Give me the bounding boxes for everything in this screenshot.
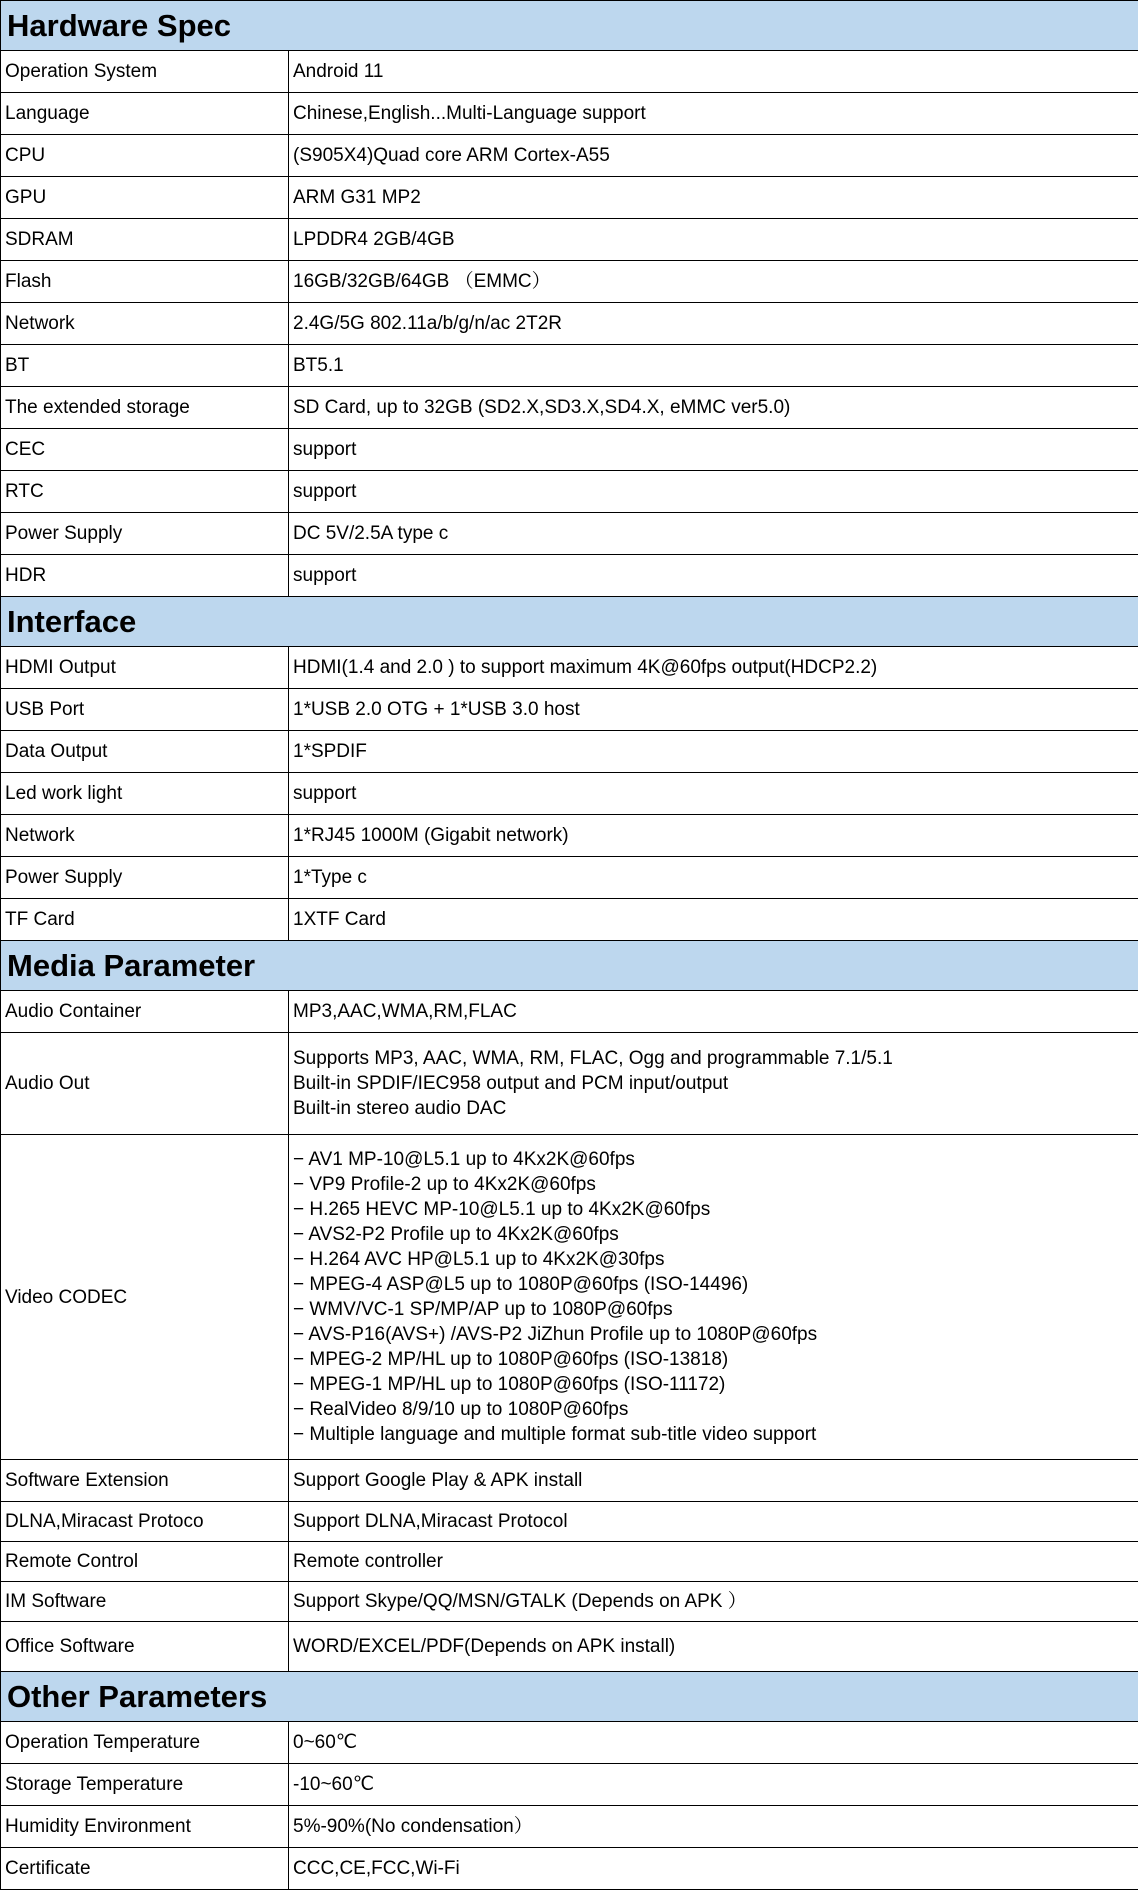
spec-label: HDR <box>1 555 289 597</box>
spec-value: − AV1 MP-10@L5.1 up to 4Kx2K@60fps − VP9 Profile-2 up to 4Kx2K@60fps − H.265 HEVC MP-10@L5.1 up to 4Kx2K@60fps − AVS2-P2 Profile up to 4Kx2K@60fps − H.264 AVC HP@L5.1 up to 4Kx2K@30fps − MPEG-4 ASP@L5 up to 1080P@60fps (ISO-14496) − WMV/VC-1 SP/MP/AP up to 1080P@60fps − AVS-P16(AVS+) /AVS-P2 JiZhun Profile up to 1080P@60fps − MPEG-2 MP/HL up to 1080P@60fps (ISO-13818) − MPEG-1 MP/HL up to 1080P@60fps (ISO-11172) − RealVideo 8/9/10 up to 1080P@60fps − Multiple language and multiple format sub-title video support <box>289 1135 1138 1460</box>
spec-label: The extended storage <box>1 387 289 429</box>
spec-label: Certificate <box>1 1848 289 1890</box>
spec-row <box>1 1502 1138 1542</box>
spec-value: Support DLNA,Miracast Protocol <box>289 1502 1138 1542</box>
spec-row <box>1 471 1138 513</box>
spec-value: 16GB/32GB/64GB （EMMC） <box>289 261 1138 303</box>
spec-label: Flash <box>1 261 289 303</box>
spec-row <box>1 135 1138 177</box>
spec-label: USB Port <box>1 689 289 731</box>
spec-label: Led work light <box>1 773 289 815</box>
spec-label: Audio Container <box>1 991 289 1033</box>
spec-label: Data Output <box>1 731 289 773</box>
spec-row <box>1 899 1138 941</box>
spec-label: BT <box>1 345 289 387</box>
spec-label: Power Supply <box>1 513 289 555</box>
spec-value: 1*Type c <box>289 857 1138 899</box>
spec-row <box>1 689 1138 731</box>
spec-row <box>1 555 1138 597</box>
spec-row <box>1 991 1138 1033</box>
section-title: Hardware Spec <box>1 1 1138 51</box>
spec-row <box>1 773 1138 815</box>
spec-row <box>1 261 1138 303</box>
spec-value: Android 11 <box>289 51 1138 93</box>
spec-value: ARM G31 MP2 <box>289 177 1138 219</box>
spec-label: Video CODEC <box>1 1135 289 1460</box>
spec-row <box>1 1460 1138 1502</box>
spec-label: Office Software <box>1 1622 289 1672</box>
spec-row <box>1 303 1138 345</box>
section-title: Interface <box>1 597 1138 647</box>
spec-value: Support Skype/QQ/MSN/GTALK (Depends on APK ） <box>289 1582 1138 1622</box>
spec-label: Network <box>1 815 289 857</box>
spec-label: Language <box>1 93 289 135</box>
spec-row <box>1 93 1138 135</box>
spec-row <box>1 1542 1138 1582</box>
spec-value: CCC,CE,FCC,Wi-Fi <box>289 1848 1138 1890</box>
section-title: Other Parameters <box>1 1672 1138 1722</box>
spec-label: SDRAM <box>1 219 289 261</box>
spec-value: 1*SPDIF <box>289 731 1138 773</box>
spec-value: 0~60℃ <box>289 1722 1138 1764</box>
spec-row <box>1 513 1138 555</box>
spec-row <box>1 1622 1138 1672</box>
spec-label: CEC <box>1 429 289 471</box>
spec-value: support <box>289 555 1138 597</box>
spec-label: Storage Temperature <box>1 1764 289 1806</box>
spec-label: Network <box>1 303 289 345</box>
spec-table-body <box>1 1 1138 1890</box>
spec-value: HDMI(1.4 and 2.0 ) to support maximum 4K@60fps output(HDCP2.2) <box>289 647 1138 689</box>
spec-label: Software Extension <box>1 1460 289 1502</box>
spec-label: Remote Control <box>1 1542 289 1582</box>
spec-value: 1*USB 2.0 OTG + 1*USB 3.0 host <box>289 689 1138 731</box>
spec-label: Operation Temperature <box>1 1722 289 1764</box>
spec-row <box>1 815 1138 857</box>
spec-row <box>1 177 1138 219</box>
spec-value: Supports MP3, AAC, WMA, RM, FLAC, Ogg and programmable 7.1/5.1 Built-in SPDIF/IEC958 output and PCM input/output Built-in stereo audio DAC <box>289 1033 1138 1135</box>
section-header <box>1 1 1138 51</box>
spec-row <box>1 429 1138 471</box>
spec-value: SD Card, up to 32GB (SD2.X,SD3.X,SD4.X, eMMC ver5.0) <box>289 387 1138 429</box>
spec-label: IM Software <box>1 1582 289 1622</box>
spec-row <box>1 1582 1138 1622</box>
spec-row <box>1 1848 1138 1890</box>
spec-label: HDMI Output <box>1 647 289 689</box>
spec-value: DC 5V/2.5A type c <box>289 513 1138 555</box>
spec-label: RTC <box>1 471 289 513</box>
spec-value: 1*RJ45 1000M (Gigabit network) <box>289 815 1138 857</box>
spec-label: GPU <box>1 177 289 219</box>
spec-row <box>1 731 1138 773</box>
spec-row <box>1 51 1138 93</box>
spec-row <box>1 345 1138 387</box>
spec-row <box>1 387 1138 429</box>
spec-label: Humidity Environment <box>1 1806 289 1848</box>
spec-row <box>1 1764 1138 1806</box>
spec-row <box>1 857 1138 899</box>
spec-value: 2.4G/5G 802.11a/b/g/n/ac 2T2R <box>289 303 1138 345</box>
spec-value: 1XTF Card <box>289 899 1138 941</box>
spec-value: Remote controller <box>289 1542 1138 1582</box>
spec-value: support <box>289 471 1138 513</box>
spec-value: support <box>289 773 1138 815</box>
spec-row <box>1 1806 1138 1848</box>
section-title: Media Parameter <box>1 941 1138 991</box>
spec-value: (S905X4)Quad core ARM Cortex-A55 <box>289 135 1138 177</box>
spec-label: DLNA,Miracast Protoco <box>1 1502 289 1542</box>
spec-label: Audio Out <box>1 1033 289 1135</box>
spec-value: Chinese,English...Multi-Language support <box>289 93 1138 135</box>
section-header <box>1 597 1138 647</box>
spec-row <box>1 219 1138 261</box>
spec-row <box>1 1135 1138 1460</box>
section-header <box>1 1672 1138 1722</box>
spec-row <box>1 647 1138 689</box>
section-header <box>1 941 1138 991</box>
spec-value: support <box>289 429 1138 471</box>
spec-value: 5%-90%(No condensation） <box>289 1806 1138 1848</box>
spec-label: TF Card <box>1 899 289 941</box>
spec-label: Power Supply <box>1 857 289 899</box>
spec-value: LPDDR4 2GB/4GB <box>289 219 1138 261</box>
spec-label: CPU <box>1 135 289 177</box>
spec-value: WORD/EXCEL/PDF(Depends on APK install) <box>289 1622 1138 1672</box>
spec-value: BT5.1 <box>289 345 1138 387</box>
spec-value: -10~60℃ <box>289 1764 1138 1806</box>
spec-label: Operation System <box>1 51 289 93</box>
spec-row <box>1 1033 1138 1135</box>
spec-value: MP3,AAC,WMA,RM,FLAC <box>289 991 1138 1033</box>
spec-value: Support Google Play & APK install <box>289 1460 1138 1502</box>
spec-row <box>1 1722 1138 1764</box>
